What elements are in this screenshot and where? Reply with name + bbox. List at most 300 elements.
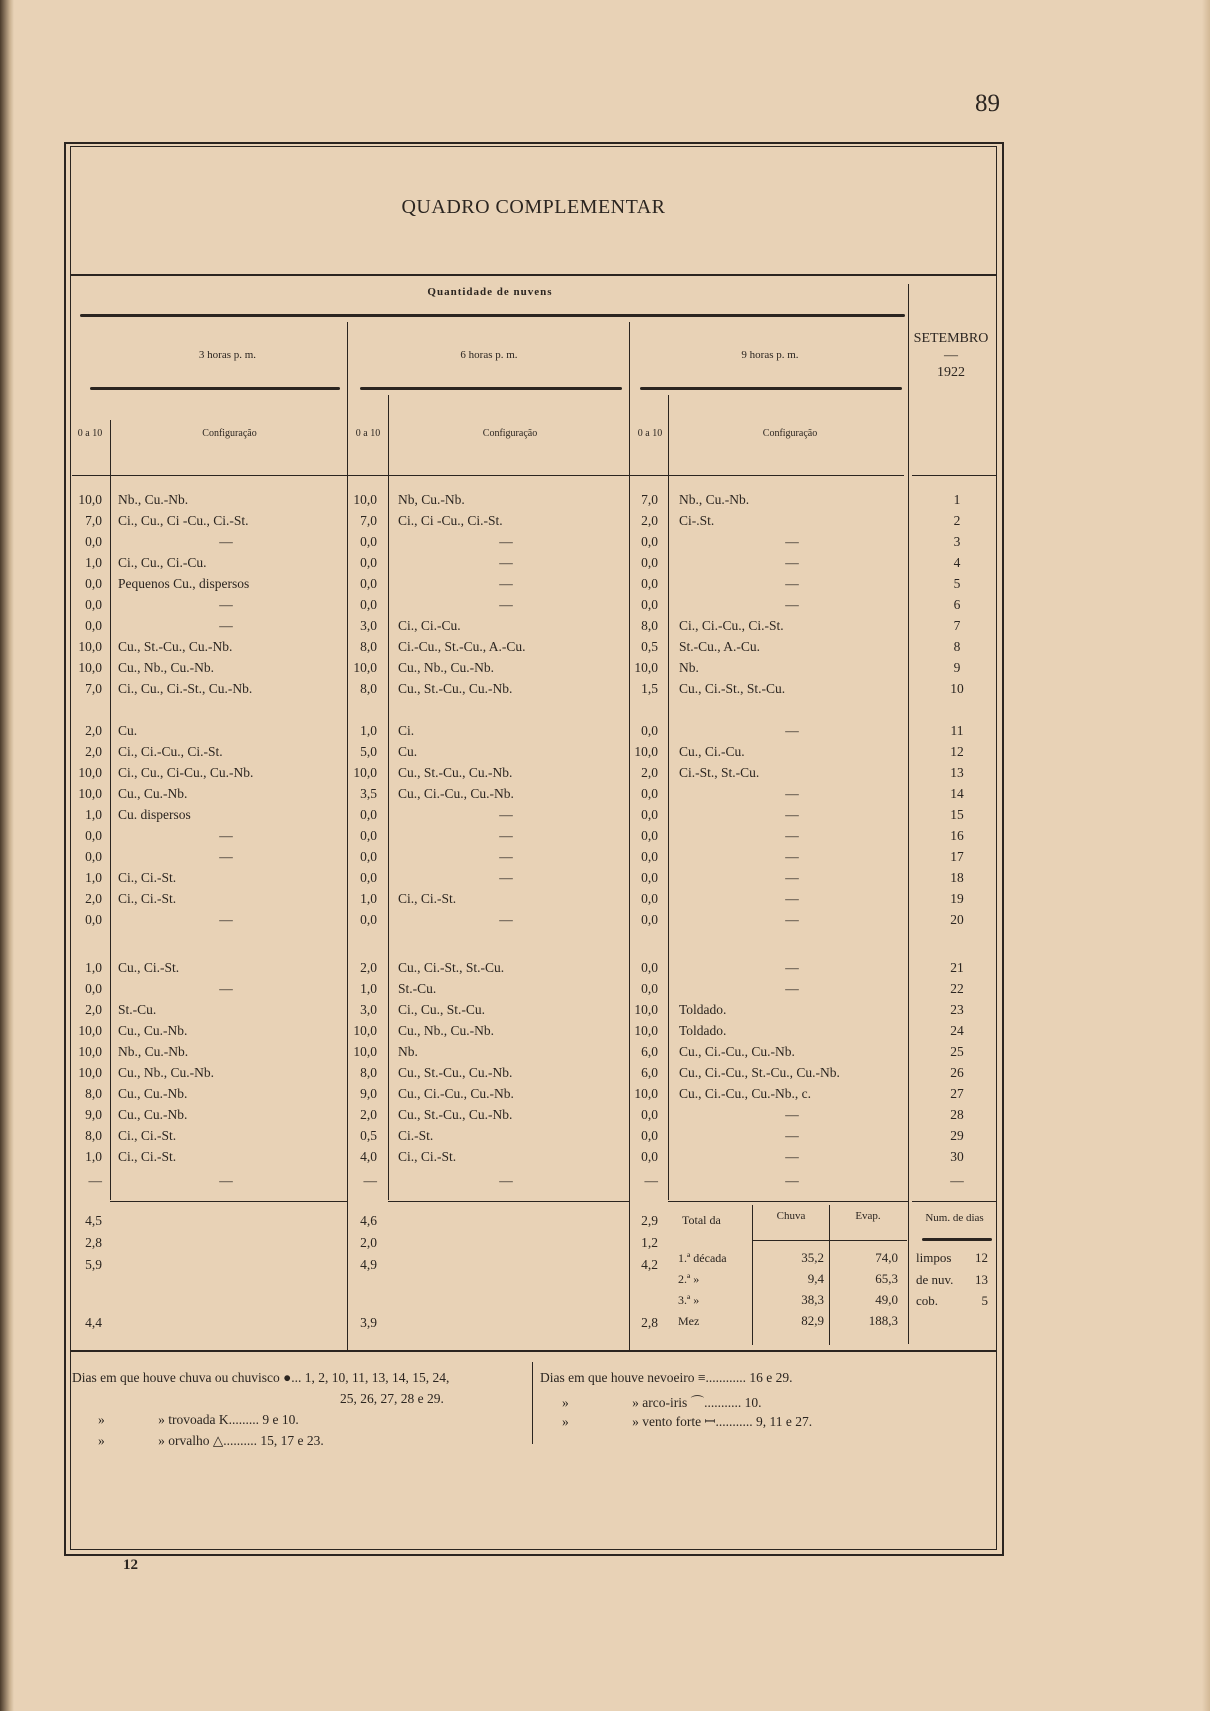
day: 2	[953, 513, 961, 528]
config9: —	[785, 1128, 799, 1143]
footer-label: » orvalho △..........	[158, 1433, 257, 1448]
table-row	[0, 531, 1210, 552]
config9: Cu., Ci.-Cu., Cu.-Nb., c.	[679, 1086, 812, 1101]
table-row	[0, 804, 1210, 825]
total-evap: 49,0	[875, 1292, 898, 1307]
q9: —	[644, 1173, 658, 1188]
mean3: 5,9	[85, 1257, 102, 1272]
q3: 2,0	[85, 744, 102, 759]
mean9: 4,2	[641, 1257, 658, 1272]
q9: 0,0	[641, 723, 658, 738]
group-brace	[80, 314, 905, 317]
mean6: 4,6	[360, 1213, 377, 1228]
footer-prefix: »	[98, 1412, 105, 1427]
config9: —	[785, 1107, 799, 1122]
config3: Nb., Cu.-Nb.	[118, 492, 189, 507]
q9: 0,0	[641, 981, 658, 996]
day: 20	[950, 912, 964, 927]
q9: 0,0	[641, 870, 658, 885]
q6: 0,0	[360, 576, 377, 591]
q3: 0,0	[85, 597, 102, 612]
config6: —	[499, 576, 513, 591]
total-label: 2.ª »	[678, 1272, 700, 1286]
config6: Ci., Cu., St.-Cu.	[398, 1002, 486, 1017]
config9: —	[785, 828, 799, 843]
days-count-brace	[922, 1238, 992, 1241]
q9: 6,0	[641, 1044, 658, 1059]
config6: —	[499, 597, 513, 612]
table-title: QUADRO COMPLEMENTAR	[401, 196, 666, 218]
config6: Cu., St.-Cu., Cu.-Nb.	[398, 1065, 513, 1080]
config-header-6: Configuração	[482, 428, 538, 439]
q9: 10,0	[634, 1086, 658, 1101]
q6: 1,0	[360, 891, 377, 906]
config3: Ci., Cu., Ci-Cu., Cu.-Nb.	[118, 765, 254, 780]
chuva-header: Chuva	[776, 1210, 806, 1222]
total-chuva: 38,3	[801, 1292, 824, 1307]
mean3: 2,8	[85, 1235, 102, 1250]
q3: 2,0	[85, 1002, 102, 1017]
q3: 0,0	[85, 576, 102, 591]
footer-left-line	[98, 1433, 324, 1449]
config6: —	[499, 555, 513, 570]
table-row	[0, 1104, 1210, 1125]
config9: Nb., Cu.-Nb.	[679, 492, 750, 507]
q3: 10,0	[78, 660, 102, 675]
table-row	[0, 978, 1210, 999]
config-header-3: Configuração	[202, 428, 257, 439]
q3: 10,0	[78, 1023, 102, 1038]
footer-label: » arco-iris ⌒...........	[632, 1395, 742, 1410]
q9: 6,0	[641, 1065, 658, 1080]
table-row	[0, 957, 1210, 978]
config6: Ci., Ci.-St.	[398, 891, 457, 906]
footer-divider	[70, 1350, 997, 1352]
sheet-number: 12	[123, 1557, 138, 1573]
mean9: 2,9	[641, 1213, 658, 1228]
q6: 7,0	[360, 513, 377, 528]
table-row	[0, 783, 1210, 804]
config9: Cu., Ci.-Cu., Cu.-Nb.	[679, 1044, 795, 1059]
day: 6	[953, 597, 961, 612]
config3: Cu., Cu.-Nb.	[118, 786, 188, 801]
q9: 0,0	[641, 912, 658, 927]
month-label: SETEMBRO	[913, 331, 989, 346]
config6: Cu., Ci.-Cu., Cu.-Nb.	[398, 786, 514, 801]
day: 12	[950, 744, 964, 759]
q6: 4,0	[360, 1149, 377, 1164]
config9: St.-Cu., A.-Cu.	[679, 639, 761, 654]
table-row	[0, 615, 1210, 636]
q6: 8,0	[360, 639, 377, 654]
q6: 0,0	[360, 870, 377, 885]
config3: Pequenos Cu., dispersos	[118, 576, 250, 591]
config9: —	[785, 576, 799, 591]
q6: 0,0	[360, 807, 377, 822]
config3: —	[219, 1173, 233, 1188]
config3: Cu., Nb., Cu.-Nb.	[118, 1065, 215, 1080]
q3: 10,0	[78, 1065, 102, 1080]
config3: Nb., Cu.-Nb.	[118, 1044, 189, 1059]
q6: —	[363, 1173, 377, 1188]
mean6: 3,9	[360, 1315, 377, 1330]
q6: 10,0	[353, 660, 377, 675]
config3: Cu. dispersos	[118, 807, 191, 822]
config6: Cu., St.-Cu., Cu.-Nb.	[398, 765, 513, 780]
table-row	[0, 678, 1210, 699]
q6: 5,0	[360, 744, 377, 759]
q6: 8,0	[360, 681, 377, 696]
mean6: 2,0	[360, 1235, 377, 1250]
day: 17	[950, 849, 964, 864]
config9: Ci-.St.	[679, 513, 715, 528]
config6: Ci., Ci.-St.	[398, 1149, 457, 1164]
footer-days: 15, 17 e 23.	[260, 1433, 324, 1448]
day: 3	[953, 534, 961, 549]
config9: Cu., Ci.-Cu., St.-Cu., Cu.-Nb.	[679, 1065, 840, 1080]
totals-header-rule	[753, 1240, 907, 1241]
config9: —	[785, 1173, 799, 1188]
table-row	[0, 1083, 1210, 1104]
q9: 0,0	[641, 891, 658, 906]
mean9: 2,8	[641, 1315, 658, 1330]
footer-prefix: »	[562, 1414, 569, 1429]
q9: 0,0	[641, 534, 658, 549]
config3: Cu., Cu.-Nb.	[118, 1023, 188, 1038]
config9: —	[785, 912, 799, 927]
table-row	[0, 846, 1210, 867]
config3: —	[219, 534, 233, 549]
table-row	[0, 888, 1210, 909]
footer-days: 25, 26, 27, 28 e 29.	[340, 1391, 444, 1406]
table-row	[0, 552, 1210, 573]
mean3: 4,5	[85, 1213, 102, 1228]
config6: Cu.	[398, 744, 418, 759]
days-count-label: limpos	[916, 1250, 952, 1265]
day: 11	[950, 723, 964, 738]
q9: 0,0	[641, 849, 658, 864]
summary-rule-6	[388, 1201, 629, 1202]
total-chuva: 9,4	[807, 1271, 824, 1286]
q3: 0,0	[85, 981, 102, 996]
q3: 10,0	[78, 1044, 102, 1059]
config3: —	[219, 828, 233, 843]
footer-left-line	[72, 1370, 449, 1386]
config3: Ci., Ci.-Cu., Ci.-St.	[118, 744, 223, 759]
config9: Toldado.	[679, 1002, 727, 1017]
q9: 10,0	[634, 660, 658, 675]
q6: 2,0	[360, 960, 377, 975]
mean6: 4,9	[360, 1257, 377, 1272]
config9: —	[785, 1149, 799, 1164]
col-h9-header: 9 horas p. m.	[741, 349, 799, 361]
config6: Ci.	[398, 723, 415, 738]
config9: —	[785, 534, 799, 549]
footer-right-line	[562, 1412, 812, 1430]
footer-right-line	[540, 1370, 792, 1386]
config3: Cu.	[118, 723, 138, 738]
config6: —	[499, 828, 513, 843]
q3: 10,0	[78, 786, 102, 801]
q6: 0,0	[360, 597, 377, 612]
total-label: Mez	[678, 1314, 700, 1328]
day: 16	[950, 828, 964, 843]
table-row	[0, 762, 1210, 783]
summary-rule-9	[668, 1201, 908, 1202]
config3: Ci., Ci.-St.	[118, 870, 177, 885]
footer-days: 16 e 29.	[749, 1370, 793, 1385]
scale-header-6: 0 a 10	[355, 428, 381, 439]
day: 19	[950, 891, 964, 906]
config9: Ci.-St., St.-Cu.	[679, 765, 760, 780]
config3: St.-Cu.	[118, 1002, 157, 1017]
footer-prefix: Dias em que houve	[72, 1370, 176, 1385]
header-divider	[72, 475, 904, 476]
q3: 0,0	[85, 618, 102, 633]
q9: 2,0	[641, 513, 658, 528]
footer-days: 1, 2, 10, 11, 13, 14, 15, 24,	[304, 1370, 450, 1385]
h6-brace	[360, 387, 622, 390]
day: 27	[950, 1086, 964, 1101]
table-row	[0, 1146, 1210, 1167]
table-row	[0, 1020, 1210, 1041]
q6: 9,0	[360, 1086, 377, 1101]
footer-right-line	[562, 1391, 761, 1411]
h9-brace	[640, 387, 902, 390]
month-dash: —	[944, 348, 958, 363]
table-row	[0, 867, 1210, 888]
q3: 7,0	[85, 513, 102, 528]
total-chuva: 35,2	[801, 1250, 824, 1265]
config3: Cu., St.-Cu., Cu.-Nb.	[118, 639, 233, 654]
q3: 9,0	[85, 1107, 102, 1122]
q3: 1,0	[85, 870, 102, 885]
footer-days: 9 e 10.	[262, 1412, 299, 1427]
title-divider	[70, 274, 997, 276]
table-row	[0, 720, 1210, 741]
q3: 8,0	[85, 1086, 102, 1101]
config3: —	[219, 912, 233, 927]
day: 30	[950, 1149, 964, 1164]
total-label: 3.ª »	[678, 1293, 700, 1307]
total-evap: 65,3	[875, 1271, 898, 1286]
evap-header: Evap.	[855, 1210, 881, 1222]
config9: Toldado.	[679, 1023, 727, 1038]
q3: 8,0	[85, 1128, 102, 1143]
day: 13	[950, 765, 964, 780]
table-row	[0, 489, 1210, 510]
config6: —	[499, 534, 513, 549]
config6: Nb.	[398, 1044, 418, 1059]
q9: 10,0	[634, 744, 658, 759]
mean3: 4,4	[85, 1315, 102, 1330]
q6: 0,0	[360, 828, 377, 843]
config3: Ci., Cu., Ci -Cu., Ci.-St.	[118, 513, 249, 528]
days-count-label: de nuv.	[916, 1272, 954, 1287]
col-h6-header: 6 horas p. m.	[460, 349, 518, 361]
day: 21	[950, 960, 964, 975]
month-year-header	[912, 330, 990, 381]
q3: 10,0	[78, 492, 102, 507]
config9: —	[785, 870, 799, 885]
days-count-value: 5	[981, 1293, 988, 1308]
q9: 0,0	[641, 1149, 658, 1164]
footer-label: chuva ou chuvisco ●...	[179, 1370, 302, 1385]
day: 5	[953, 576, 961, 591]
mean9: 1,2	[641, 1235, 658, 1250]
q3: 1,0	[85, 960, 102, 975]
config3: Ci., Cu., Ci.-St., Cu.-Nb.	[118, 681, 253, 696]
scale-header-3: 0 a 10	[77, 428, 103, 439]
day: 24	[950, 1023, 964, 1038]
config3: —	[219, 597, 233, 612]
day: 22	[950, 981, 964, 996]
config3: Ci., Ci.-St.	[118, 1149, 177, 1164]
q3: 2,0	[85, 891, 102, 906]
day: 14	[950, 786, 964, 801]
q6: 10,0	[353, 492, 377, 507]
config3: Ci., Ci.-St.	[118, 891, 177, 906]
q3: 7,0	[85, 681, 102, 696]
config9: —	[785, 960, 799, 975]
summary-rule-day	[912, 1201, 997, 1202]
config9: Cu., Ci.-Cu.	[679, 744, 745, 759]
day: 26	[950, 1065, 964, 1080]
q9: 0,0	[641, 828, 658, 843]
config9: Cu., Ci.-St., St.-Cu.	[679, 681, 786, 696]
q9: 0,5	[641, 639, 658, 654]
table-row-blank	[0, 1170, 1210, 1191]
config3: Ci., Cu., Ci.-Cu.	[118, 555, 207, 570]
footer-label: » vento forte ꟷ...........	[632, 1414, 753, 1429]
day: 9	[953, 660, 961, 675]
q6: 2,0	[360, 1107, 377, 1122]
table-row	[0, 1041, 1210, 1062]
q9: 7,0	[641, 492, 658, 507]
footer-vrule	[532, 1362, 533, 1444]
config9: —	[785, 981, 799, 996]
summary-rule-3	[110, 1201, 347, 1202]
footer-prefix: Dias em que houve	[540, 1370, 644, 1385]
config3: —	[219, 618, 233, 633]
q3: 2,0	[85, 723, 102, 738]
table-row	[0, 594, 1210, 615]
q3: 10,0	[78, 765, 102, 780]
q3: 1,0	[85, 555, 102, 570]
q3: 10,0	[78, 639, 102, 654]
table-row	[0, 1062, 1210, 1083]
totals-header: Total da	[682, 1213, 721, 1227]
q3: 1,0	[85, 807, 102, 822]
config9: —	[785, 597, 799, 612]
day: 15	[950, 807, 964, 822]
config6: Nb, Cu.-Nb.	[398, 492, 465, 507]
days-count-value: 13	[975, 1272, 988, 1287]
config6: —	[499, 849, 513, 864]
config-header-9: Configuração	[762, 428, 818, 439]
scale-header-9: 0 a 10	[637, 428, 663, 439]
q3: 0,0	[85, 912, 102, 927]
header-divider-day	[912, 475, 997, 476]
table-row	[0, 510, 1210, 531]
day: 25	[950, 1044, 964, 1059]
q6: 0,0	[360, 534, 377, 549]
footer-left-line	[98, 1412, 299, 1428]
q9: 1,5	[641, 681, 658, 696]
config9: —	[785, 891, 799, 906]
config9: —	[785, 555, 799, 570]
totals-vrule-1	[752, 1205, 753, 1345]
q6: 3,0	[360, 618, 377, 633]
q9: 0,0	[641, 807, 658, 822]
footer-prefix: »	[98, 1433, 105, 1448]
q6: 8,0	[360, 1065, 377, 1080]
config6: St.-Cu.	[398, 981, 437, 996]
config3: —	[219, 849, 233, 864]
config6: Cu., St.-Cu., Cu.-Nb.	[398, 681, 513, 696]
group-header: Quantidade de nuvens	[427, 286, 553, 298]
day: 4	[953, 555, 961, 570]
day: 28	[950, 1107, 964, 1122]
year-label: 1922	[937, 365, 965, 380]
q3: 0,0	[85, 849, 102, 864]
total-evap: 74,0	[875, 1250, 898, 1265]
day: 7	[953, 618, 961, 633]
footer-days: 9, 11 e 27.	[755, 1414, 813, 1429]
q6: 0,0	[360, 912, 377, 927]
config9: —	[785, 849, 799, 864]
q6: 0,5	[360, 1128, 377, 1143]
total-label: 1.ª década	[678, 1251, 727, 1265]
day: 10	[950, 681, 964, 696]
table-row	[0, 909, 1210, 930]
q6: 0,0	[360, 849, 377, 864]
config3: Cu., Cu.-Nb.	[118, 1107, 188, 1122]
config6: Cu., St.-Cu., Cu.-Nb.	[398, 1107, 513, 1122]
config6: Ci., Ci -Cu., Ci.-St.	[398, 513, 503, 528]
q9: 0,0	[641, 1128, 658, 1143]
footer-days: 10.	[744, 1395, 762, 1410]
q3: —	[88, 1173, 102, 1188]
table-row	[0, 825, 1210, 846]
config6: —	[499, 912, 513, 927]
day: 1	[953, 492, 961, 507]
q6: 10,0	[353, 765, 377, 780]
q9: 10,0	[634, 1002, 658, 1017]
table-row	[0, 636, 1210, 657]
q6: 0,0	[360, 555, 377, 570]
config6: Cu., Ci.-St., St.-Cu.	[398, 960, 505, 975]
table-row	[0, 1125, 1210, 1146]
config9: Nb.	[679, 660, 699, 675]
total-chuva: 82,9	[801, 1313, 824, 1328]
h3-brace	[90, 387, 340, 390]
config9: Ci., Ci.-Cu., Ci.-St.	[679, 618, 784, 633]
q9: 10,0	[634, 1023, 658, 1038]
footer-prefix: »	[562, 1395, 569, 1410]
q9: 2,0	[641, 765, 658, 780]
config6: Ci.-Cu., St.-Cu., A.-Cu.	[398, 639, 526, 654]
day: 18	[950, 870, 964, 885]
day: 23	[950, 1002, 964, 1017]
footer-label: » trovoada K.........	[158, 1412, 259, 1427]
config6: Cu., Nb., Cu.-Nb.	[398, 660, 495, 675]
config6: Cu., Nb., Cu.-Nb.	[398, 1023, 495, 1038]
config6: —	[499, 807, 513, 822]
q6: 10,0	[353, 1023, 377, 1038]
q3: 1,0	[85, 1149, 102, 1164]
q9: 0,0	[641, 555, 658, 570]
